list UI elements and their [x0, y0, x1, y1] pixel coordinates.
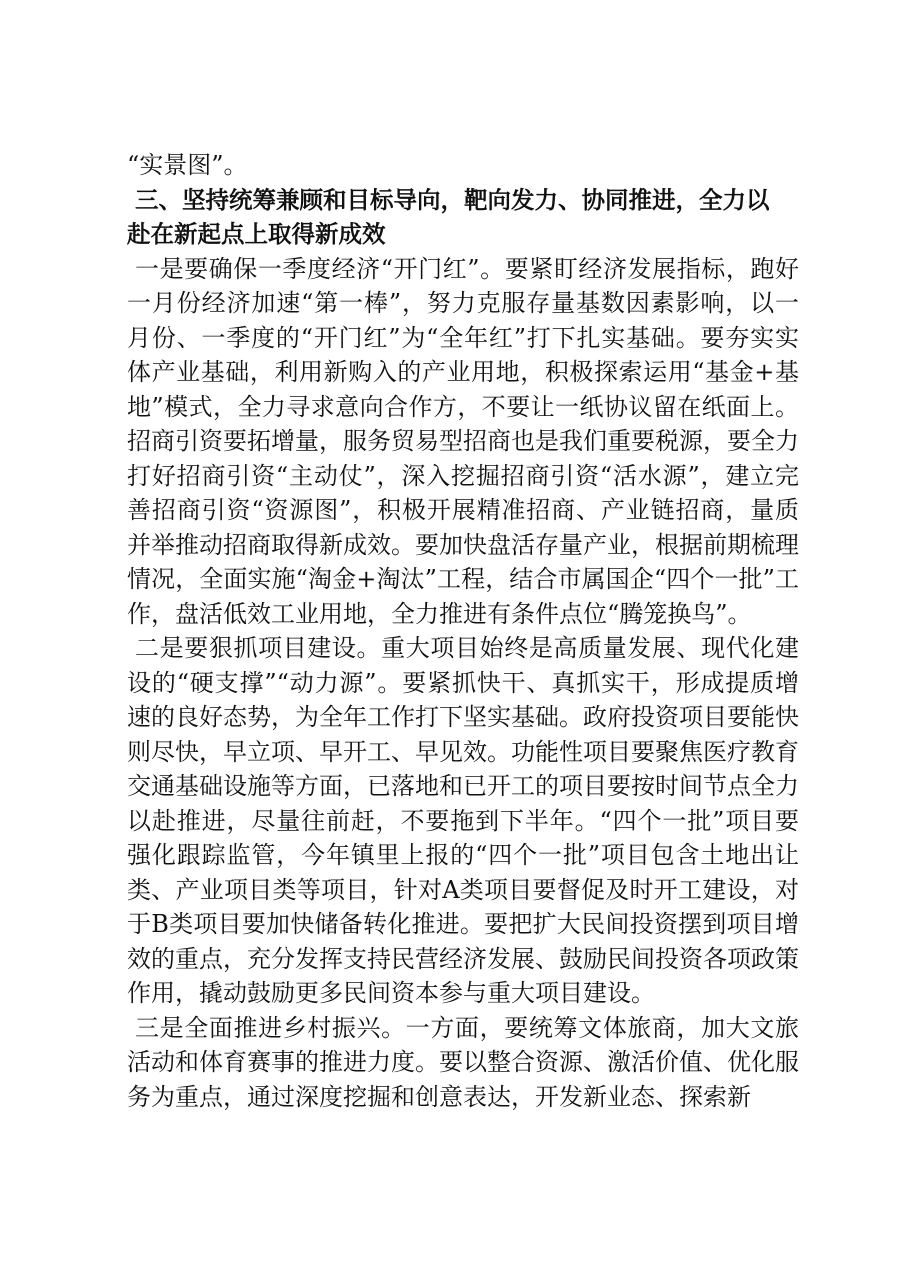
paragraph-1: 一是要确保一季度经济“开门红”。要紧盯经济发展指标，跑好一月份经济加速“第一棒”，努力克服存量基数因素影响，以一月份、一季度的“开门红”为“全年红”打下扎实基础。要夯实实体产业基础，利用新购入的产业用地，积极探索运用“基金+基地”模式，全力寻求意向合作方，不要让一纸协议留在纸面上。招商引资要拓增量，服务贸易型招商也是我们重要税源，要全力打好招商引资“主动仗”，深入挖掘招商引资“活水源”，建立完善招商引资“资源图”，积极开展精准招商、产业链招商，量质并举推动招商取得新成效。要加快盘活存量产业，根据前期梳理情况，全面实施“淘金+淘汰”工程，结合市属国企“四个一批”工作，盘活低效工业用地，全力推进有条件点位“腾笼换鸟”。	[127, 254, 799, 628]
continuation-line: “实景图”。	[127, 151, 248, 179]
section-heading-line-1: 三、坚持统筹兼顾和目标导向，靶向发力、协同推进，全力以	[135, 185, 770, 214]
document-body	[127, 148, 799, 1114]
paragraph-3: 三是全面推进乡村振兴。一方面，要统筹文体旅商，加大文旅活动和体育赛事的推进力度。要以整合资源、激活价值、优化服务为重点，通过深度挖掘和创意表达，开发新业态、探索新	[127, 1013, 799, 1111]
paragraph-2: 二是要狠抓项目建设。重大项目始终是高质量发展、现代化建设的“硬支撑”“动力源”。要紧抓快干、真抓实干，形成提质增速的良好态势，为全年工作打下坚实基础。政府投资项目要能快则尽快，早立项、早开工、早见效。功能性项目要聚焦医疗教育交通基础设施等方面，已落地和已开工的项目要按时间节点全力以赴推进，尽量往前赶，不要拖到下半年。“四个一批”项目要强化跟踪监管，今年镇里上报的“四个一批”项目包含土地出让类、产业项目类等项目，针对A类项目要督促及时开工建设，对于B类项目要加快储备转化推进。要把扩大民间投资摆到项目增效的重点，充分发挥支持民营经济发展、鼓励民间投资各项政策作用，撬动鼓励更多民间资本参与重大项目建设。	[127, 634, 799, 1007]
section-heading-line-2: 赴在新起点上取得新成效	[127, 220, 386, 248]
